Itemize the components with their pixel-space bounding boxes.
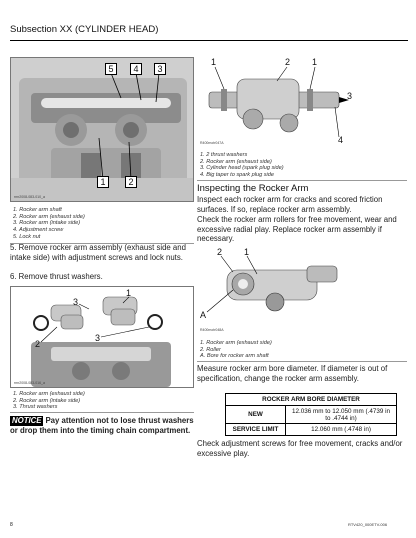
callout-2: 2 [217, 247, 223, 257]
callout-1: 1 [244, 247, 250, 257]
measure-paragraph: Measure rocker arm bore diameter. If diameter is out of specification, change the rocker arm assembly. [197, 364, 388, 383]
legend-item: 3. Cylinder head (spark plug side) [200, 165, 284, 172]
table-cell-label: SERVICE LIMIT [226, 424, 286, 436]
legend-item: 2. Rocker arm (exhaust side) [200, 158, 272, 165]
callout-1: 1 [126, 288, 132, 298]
legend-divider [197, 361, 407, 362]
callout-3: 3 [154, 63, 166, 75]
figure-rocker-arm-assembly [10, 57, 194, 202]
table-row [226, 424, 397, 436]
table-cell-label: NEW [226, 406, 286, 424]
spec-table [225, 393, 397, 436]
callout-2: 2 [35, 339, 41, 349]
callout-2: 2 [285, 57, 291, 67]
legend-divider [197, 180, 407, 181]
figure-legend [13, 207, 193, 241]
legend-item: 2. Rocker arm (intake side) [13, 397, 81, 404]
figure-id: rmr2008-083-010_a [14, 195, 45, 199]
rocker-arm-bore-diagram [197, 246, 357, 334]
step-6: 6. Remove thrust washers. [10, 272, 103, 281]
figure-legend [13, 391, 193, 411]
table-row [226, 406, 397, 424]
legend-item: 1. 2 thrust washers [200, 152, 248, 158]
legend-item: 5. Lock nut [13, 233, 41, 240]
callout-4: 4 [130, 63, 142, 75]
figure-legend [200, 340, 400, 360]
spec-table-title: ROCKER ARM BORE DIAMETER [226, 394, 397, 406]
page-number: 8 [10, 522, 13, 528]
figure-shaft-assembly [197, 57, 357, 147]
step-5: 5. Remove rocker arm assembly (exhaust side and intake side) with adjustment screws and lock nuts. [10, 243, 186, 262]
callout-3-top: 3 [73, 297, 79, 307]
legend-item: 2. Roller [200, 346, 221, 353]
inspect-paragraph-2: Check the rocker arm rollers for free movement, wear and excessive radial play. Replace rocker arm assembly if necessary. [197, 215, 397, 244]
check-paragraph: Check adjustment screws for free movement, cracks and/or excessive play. [197, 439, 403, 458]
inspect-paragraph-1: Inspect each rocker arm for cracks and scored friction surfaces. If so, replace rocker arm assembly. [197, 195, 383, 214]
legend-item: 3. Thrust washers [13, 404, 58, 411]
legend-item: 4. Adjustment screw [13, 227, 64, 234]
callout-a: A [200, 310, 207, 320]
figure-id: R400motr047A [200, 141, 224, 145]
notice-tag: NOTICE [12, 416, 42, 425]
legend-divider [10, 412, 194, 413]
notice-text: Pay attention not to lose thrust washers or drop them into the timing chain compartment. [10, 416, 194, 435]
legend-item: 3. Rocker arm (intake side) [13, 220, 81, 227]
callout-1-left: 1 [211, 57, 217, 67]
figure-legend [200, 152, 400, 179]
figure-removed-rocker-arms [10, 286, 194, 388]
shaft-assembly-diagram [197, 57, 357, 147]
page-header: Subsection XX (CYLINDER HEAD) [10, 24, 159, 35]
section-title-inspecting: Inspecting the Rocker Arm [197, 183, 309, 194]
callout-5: 5 [105, 63, 117, 75]
legend-item: 1. Rocker arm (exhaust side) [200, 340, 272, 346]
legend-item: 1. Rocker arm shaft [13, 207, 62, 213]
figure-id: R400motr048A [200, 328, 224, 332]
table-cell-value: 12.060 mm (.4748 in) [286, 424, 397, 436]
callout-2: 2 [125, 176, 137, 188]
figure-rocker-arm-bore [197, 246, 357, 334]
legend-item: 1. Rocker arm (exhaust side) [13, 391, 85, 397]
legend-item: A. Bore for rocker arm shaft [200, 353, 269, 360]
legend-item: 4. Big taper to spark plug side [200, 172, 275, 179]
callout-4: 4 [338, 135, 344, 145]
table-cell-value: 12.036 mm to 12.050 mm (.4739 in to .4744 in) [286, 406, 397, 424]
document-code: RTV420_000ETV-006 [348, 522, 388, 527]
header-divider [10, 40, 408, 41]
callout-3-bottom: 3 [95, 333, 101, 343]
callout-1-right: 1 [312, 57, 318, 67]
legend-item: 2. Rocker arm (exhaust side) [13, 213, 85, 220]
notice-block [10, 416, 194, 435]
figure-id: rmr2008-083-016_a [14, 381, 45, 385]
callout-1: 1 [97, 176, 109, 188]
callout-3: 3 [347, 91, 353, 101]
rocker-arms-diagram [11, 287, 194, 388]
